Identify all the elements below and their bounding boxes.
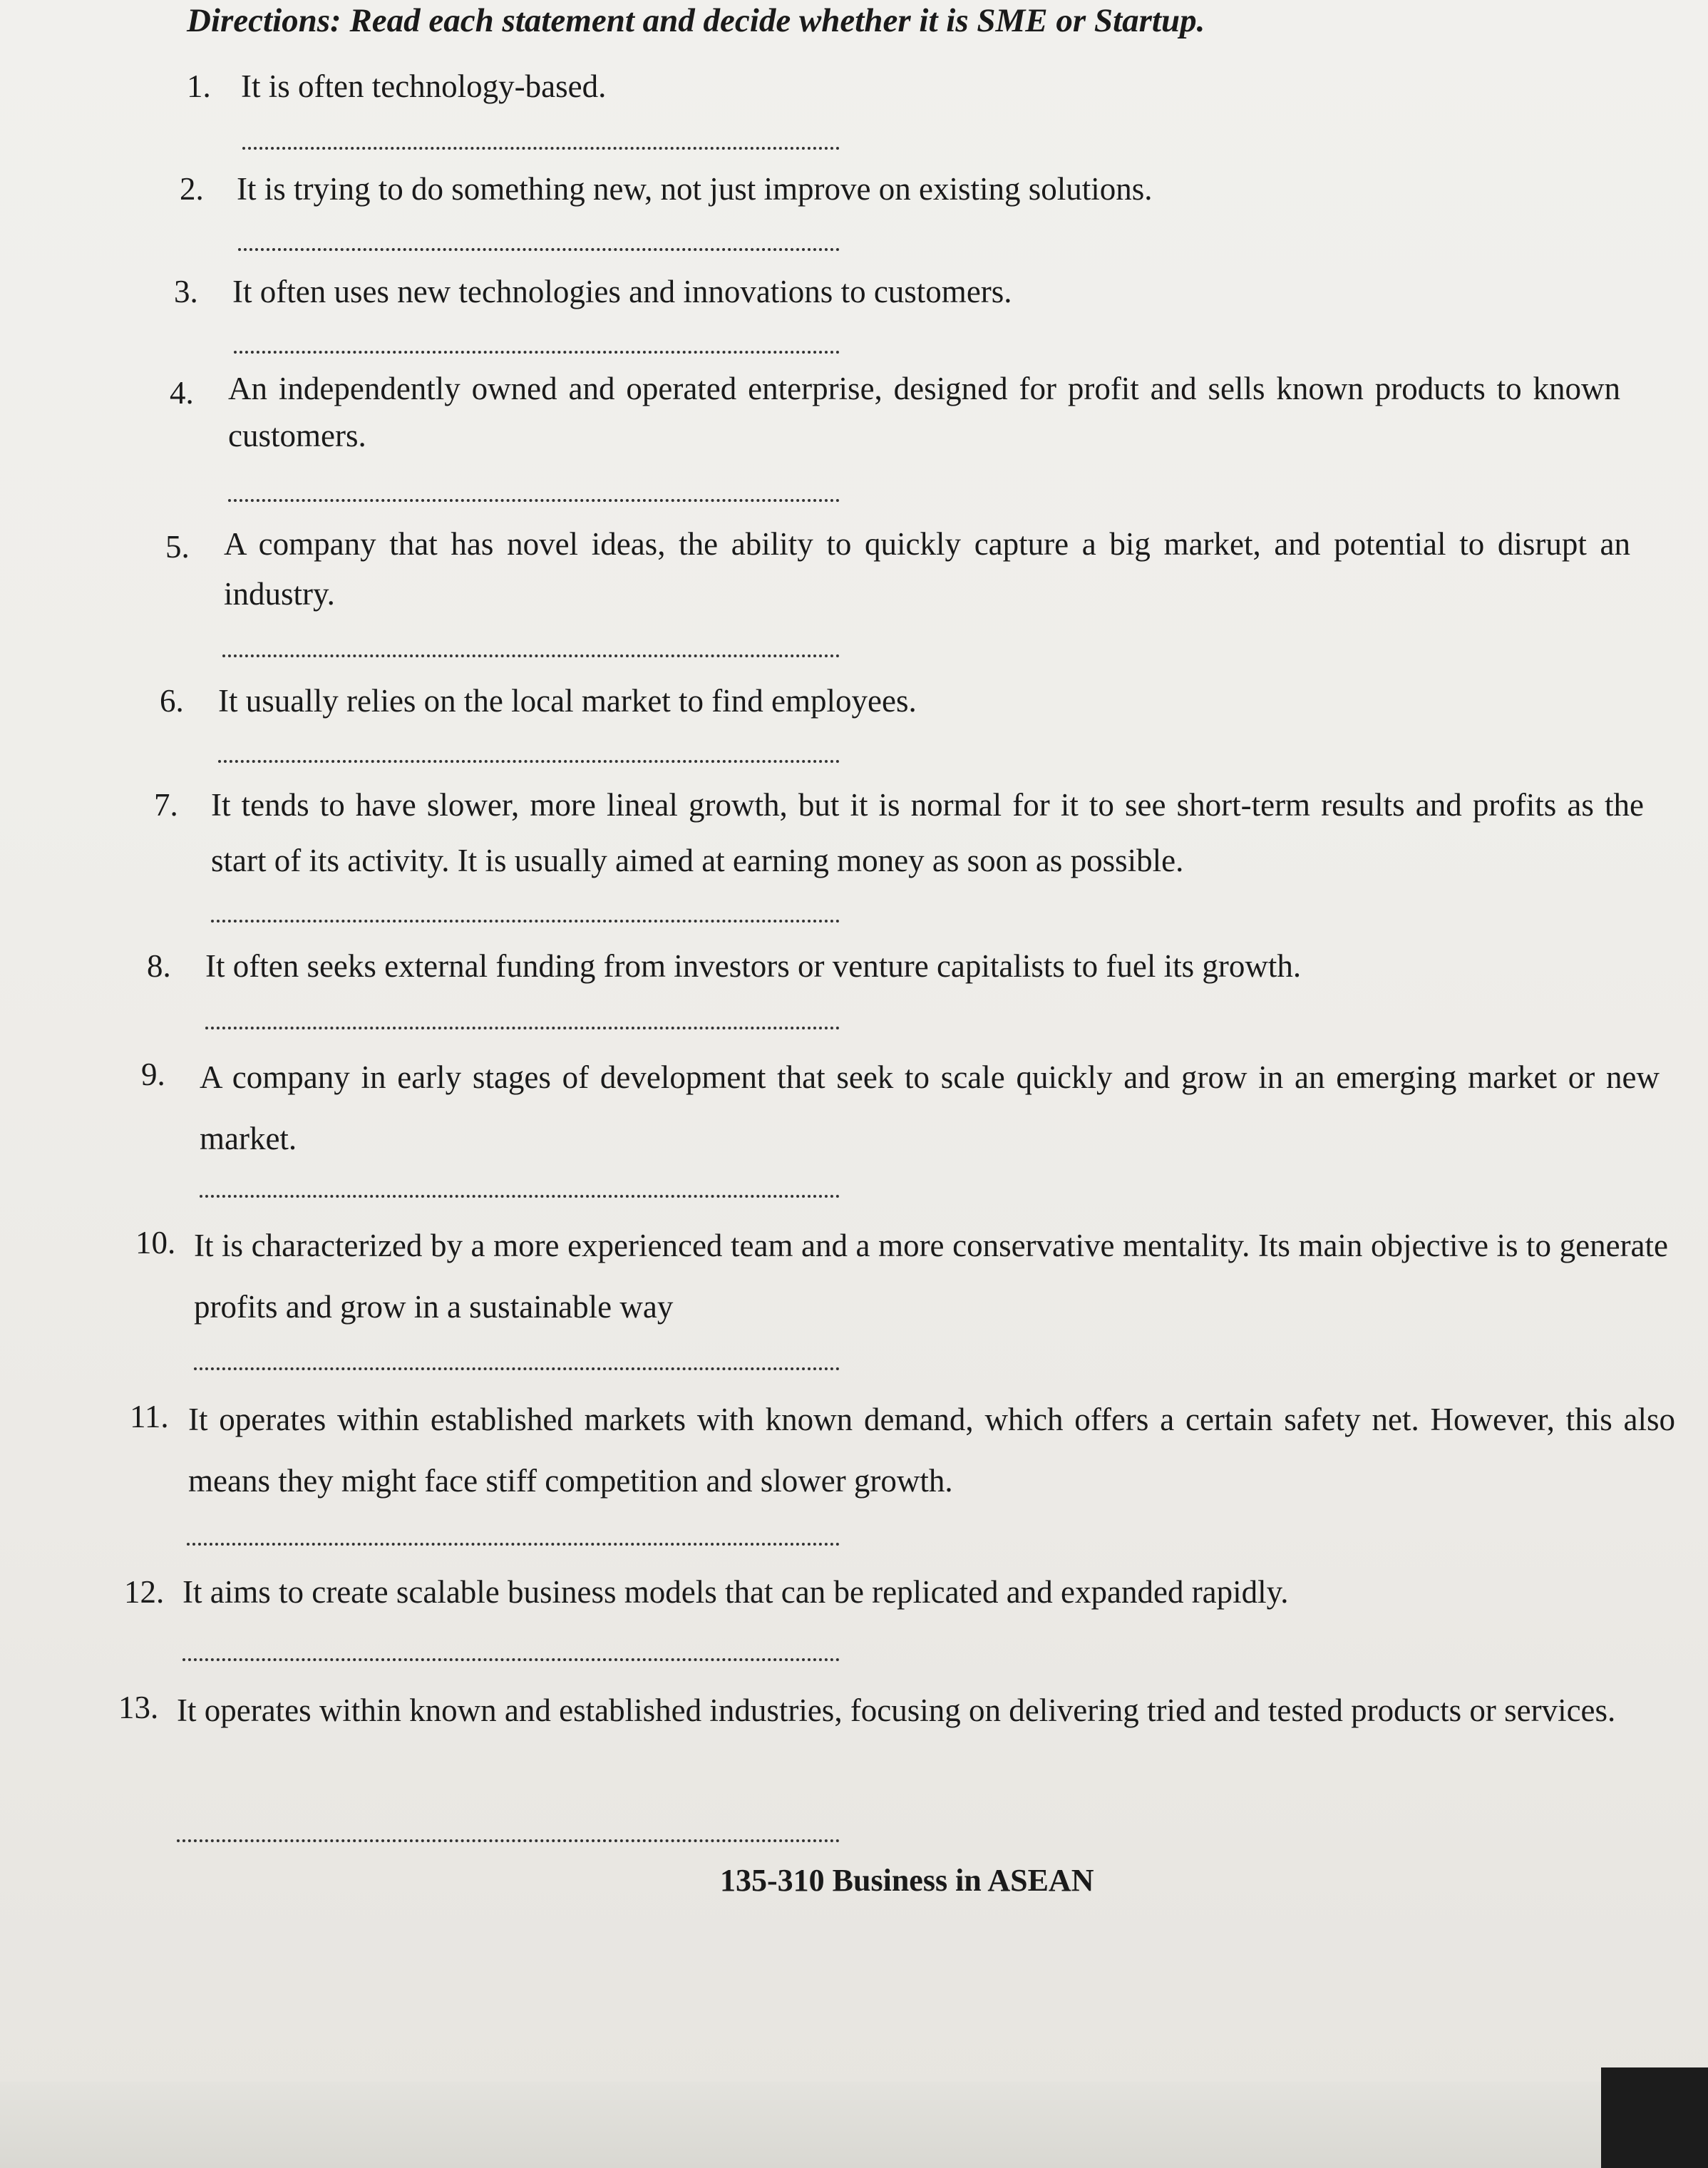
- question-text: It usually relies on the local market to find employees.: [218, 683, 917, 719]
- question-text: It is often technology-based.: [241, 68, 607, 104]
- question-number: 12.: [124, 1574, 165, 1610]
- question-text: It operates within established markets with known demand, which offers a certain safety net. However, this also means they might face stiff competition and slower growth.: [188, 1402, 1675, 1499]
- question-text: An independently owned and operated enterprise, designed for profit and sells known products to known customers.: [228, 371, 1620, 453]
- question-text: It often seeks external funding from investors or venture capitalists to fuel its growth.: [205, 948, 1302, 984]
- question-text: It often uses new technologies and innovations to customers.: [232, 274, 1012, 309]
- question-number: 1.: [187, 68, 211, 104]
- question-9: [141, 1047, 1660, 1169]
- dark-object-corner: [1601, 2067, 1708, 2168]
- question-4: [170, 365, 1620, 459]
- question-number: 6.: [160, 683, 184, 719]
- answer-line-3[interactable]: [234, 351, 840, 354]
- question-number: 4.: [170, 375, 194, 411]
- question-text: It tends to have slower, more lineal growth, but it is normal for it to see short-term results and profits as the start of its activity. It is usually aimed at earning money as soon as possible.: [211, 787, 1644, 878]
- answer-line-7[interactable]: [211, 920, 840, 923]
- question-3: [174, 264, 1315, 319]
- page-footer: 135-310 Business in ASEAN: [720, 1863, 1094, 1898]
- answer-line-11[interactable]: [187, 1543, 840, 1546]
- answer-line-4[interactable]: [228, 499, 840, 502]
- answer-line-12[interactable]: [182, 1658, 840, 1661]
- question-12: [124, 1564, 1621, 1620]
- question-number: 5.: [165, 529, 190, 565]
- question-13: [118, 1680, 1687, 1741]
- answer-line-5[interactable]: [222, 654, 840, 657]
- question-number: 13.: [118, 1690, 159, 1725]
- question-text: It is trying to do something new, not just improve on existing solutions.: [237, 171, 1153, 207]
- question-2: [180, 161, 1320, 217]
- question-11: [130, 1389, 1675, 1511]
- question-number: 7.: [154, 787, 178, 823]
- question-1: [187, 58, 900, 114]
- question-number: 3.: [174, 274, 198, 309]
- question-8: [147, 938, 1573, 994]
- question-text: It operates within known and established industries, focusing on delivering tried and tested products or services.: [177, 1692, 1616, 1728]
- directions-heading: Directions: Read each statement and decide whether it is SME or Startup.: [187, 2, 1205, 39]
- question-text: A company that has novel ideas, the ability to quickly capture a big market, and potential to disrupt an industry.: [224, 526, 1630, 612]
- question-text: It aims to create scalable business models that can be replicated and expanded rapidly.: [182, 1574, 1289, 1610]
- question-6: [160, 673, 1300, 729]
- answer-line-2[interactable]: [238, 248, 840, 251]
- question-text: A company in early stages of development that seek to scale quickly and grow in an emerging market or new market.: [200, 1059, 1660, 1156]
- answer-line-6[interactable]: [218, 760, 840, 763]
- answer-line-13[interactable]: [177, 1839, 840, 1842]
- answer-line-9[interactable]: [200, 1195, 840, 1198]
- question-10: [135, 1215, 1668, 1337]
- question-number: 10.: [135, 1225, 176, 1260]
- question-number: 9.: [141, 1057, 165, 1092]
- question-number: 8.: [147, 948, 171, 984]
- desk-surface: [0, 2082, 1708, 2168]
- question-7: [154, 777, 1644, 888]
- answer-line-10[interactable]: [194, 1367, 840, 1370]
- question-5: [165, 519, 1630, 619]
- question-text: It is characterized by a more experienced team and a more conservative mentality. Its main objective is to generate profits and grow in a sustainable way: [194, 1228, 1668, 1325]
- answer-line-8[interactable]: [205, 1027, 840, 1029]
- question-number: 11.: [130, 1399, 169, 1434]
- question-number: 2.: [180, 171, 204, 207]
- answer-line-1[interactable]: [242, 147, 840, 150]
